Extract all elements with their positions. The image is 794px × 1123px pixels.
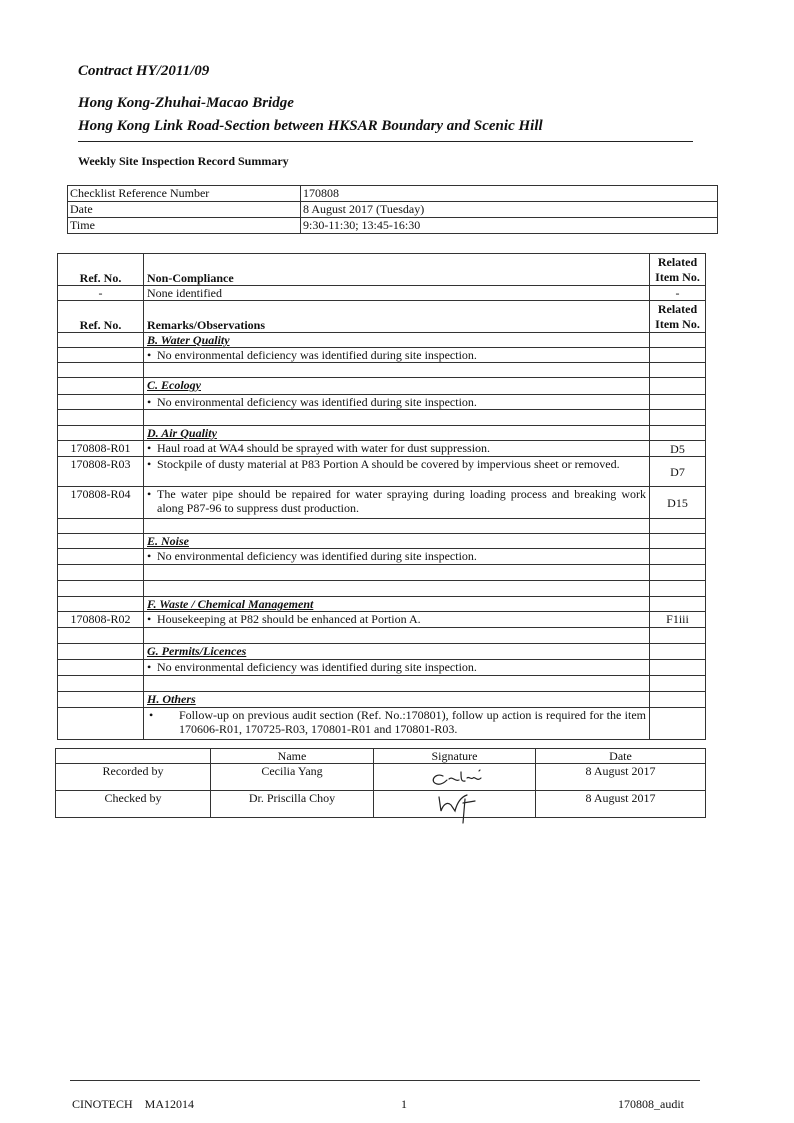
signoff-blank-header (56, 749, 211, 764)
time-label: Time (68, 218, 301, 234)
contract-number: Contract HY/2011/09 (78, 63, 210, 79)
category-title: E. Noise (144, 534, 650, 549)
checklist-row (68, 186, 718, 202)
noncompliance-ref: - (58, 286, 144, 301)
category-row-water (58, 333, 706, 348)
recorded-signature (374, 764, 536, 791)
remark-ref: 170808-R03 (58, 457, 144, 487)
remark-text: Stockpile of dusty material at P83 Portion A should be covered by impervious sheet or removed. (157, 457, 620, 471)
remark-text: No environmental deficiency was identified during site inspection. (157, 348, 477, 362)
checked-signature (374, 791, 536, 818)
remark-text: Follow-up on previous audit section (Ref. No.:170801), follow up action is required for the item 170606-R01, 170725-R03, 170801-R01 and 170801-R03. (179, 708, 646, 736)
checklist-label: Checklist Reference Number (68, 186, 301, 202)
date-value: 8 August 2017 (Tuesday) (301, 202, 718, 218)
time-value: 9:30-11:30; 13:45-16:30 (301, 218, 718, 234)
noncompliance-item: - (650, 286, 706, 301)
recorded-name: Cecilia Yang (211, 764, 374, 791)
noncompliance-header: Non-Compliance (144, 254, 650, 286)
remark-text: No environmental deficiency was identified during site inspection. (157, 395, 477, 409)
remark-row: 170808-R03 • Stockpile of dusty material at P83 Portion A should be covered by impervious sheet or removed. D7 (58, 457, 706, 487)
category-title: D. Air Quality (144, 426, 650, 441)
noncompliance-row (58, 286, 706, 301)
checked-row (56, 791, 706, 818)
recorded-row (56, 764, 706, 791)
project-section: Hong Kong Link Road-Section between HKSAR Boundary and Scenic Hill (78, 118, 543, 134)
related-item-header: Related Item No. (650, 254, 706, 286)
project-name: Hong Kong-Zhuhai-Macao Bridge (78, 95, 294, 111)
category-title: C. Ecology (144, 378, 650, 395)
noncompliance-text: None identified (144, 286, 650, 301)
observations-table (57, 253, 706, 740)
remark-text: No environmental deficiency was identified during site inspection. (157, 660, 477, 674)
checked-date: 8 August 2017 (536, 791, 706, 818)
ref-header: Ref. No. (58, 301, 144, 333)
remark-row: • No environmental deficiency was identified during site inspection. (58, 549, 706, 565)
remark-row: • Follow-up on previous audit section (Ref. No.:170801), follow up action is required for the item 170606-R01, 170725-R03, 170801-R01 and 170801-R03. (58, 708, 706, 740)
time-row (68, 218, 718, 234)
category-row-noise (58, 534, 706, 549)
ref-header: Ref. No. (58, 254, 144, 286)
category-row-permits (58, 644, 706, 660)
remark-text: Housekeeping at P82 should be enhanced at Portion A. (157, 612, 421, 626)
recorded-label: Recorded by (56, 764, 211, 791)
remark-ref: 170808-R02 (58, 612, 144, 628)
remark-ref: 170808-R04 (58, 487, 144, 519)
footer-divider (70, 1080, 700, 1081)
category-row-others (58, 692, 706, 708)
remark-row: 170808-R01 • Haul road at WA4 should be sprayed with water for dust suppression. D5 (58, 441, 706, 457)
signature-header: Signature (374, 749, 536, 764)
checklist-value: 170808 (301, 186, 718, 202)
category-title: B. Water Quality (144, 333, 650, 348)
remark-item: F1iii (650, 612, 706, 628)
category-row-ecology (58, 378, 706, 395)
category-title: F. Waste / Chemical Management (144, 597, 650, 612)
category-title: G. Permits/Licences (144, 644, 650, 660)
remark-row: • No environmental deficiency was identified during site inspection. (58, 660, 706, 676)
footer-doc-id: 170808_audit (618, 1097, 684, 1111)
checked-name: Dr. Priscilla Choy (211, 791, 374, 818)
date-row (68, 202, 718, 218)
remark-row: • No environmental deficiency was identified during site inspection. (58, 395, 706, 410)
remarks-header: Remarks/Observations (144, 301, 650, 333)
remark-row: • No environmental deficiency was identified during site inspection. (58, 348, 706, 363)
category-title: H. Others (144, 692, 650, 708)
date-label: Date (68, 202, 301, 218)
inspection-info-table (67, 185, 718, 234)
category-row-air (58, 426, 706, 441)
signoff-header-row (56, 749, 706, 764)
remark-row: 170808-R04 • The water pipe should be repaired for water spraying during loading process and breaking work along P87-96 to suppress dust production. D15 (58, 487, 706, 519)
checked-label: Checked by (56, 791, 211, 818)
recorded-date: 8 August 2017 (536, 764, 706, 791)
signoff-table (55, 748, 706, 818)
remark-item: D5 (650, 441, 706, 457)
date-header: Date (536, 749, 706, 764)
remark-text: Haul road at WA4 should be sprayed with water for dust suppression. (157, 441, 491, 455)
header-divider (78, 141, 693, 142)
related-item-header: Related Item No. (650, 301, 706, 333)
remark-row: 170808-R02 • Housekeeping at P82 should be enhanced at Portion A. F1iii (58, 612, 706, 628)
noncompliance-header-row (58, 254, 706, 286)
remark-item: D7 (650, 457, 706, 487)
remark-item: D15 (650, 487, 706, 519)
remark-ref: 170808-R01 (58, 441, 144, 457)
footer-company: CINOTECH MA12014 (72, 1097, 194, 1111)
document-title: Weekly Site Inspection Record Summary (78, 154, 289, 168)
remark-text: No environmental deficiency was identified during site inspection. (157, 549, 477, 563)
remark-text: The water pipe should be repaired for water spraying during loading process and breaking work along P87-96 to suppress dust production. (157, 487, 646, 515)
remarks-header-row (58, 301, 706, 333)
category-row-waste (58, 597, 706, 612)
name-header: Name (211, 749, 374, 764)
page-number: 1 (401, 1097, 407, 1111)
